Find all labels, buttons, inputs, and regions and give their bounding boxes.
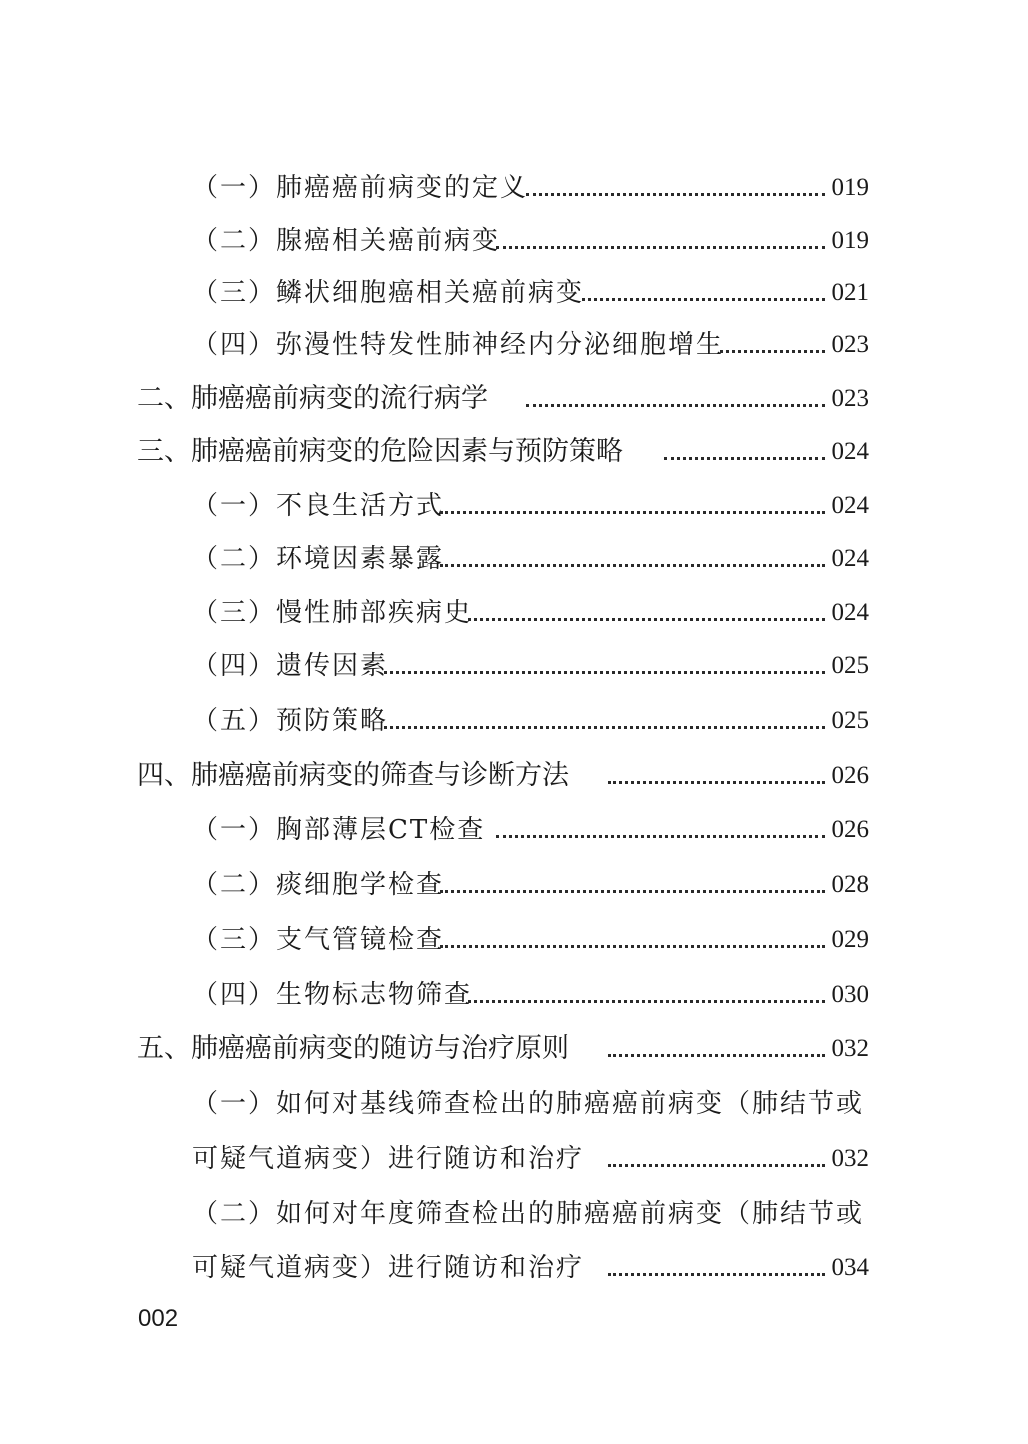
toc-dot-leader: [526, 404, 825, 407]
toc-dot-leader: [608, 1164, 825, 1167]
toc-dot-leader: [440, 890, 825, 893]
toc-entry-page: 023: [831, 331, 869, 358]
toc-entry-page: 025: [831, 707, 869, 734]
toc-entry-title: （二）痰细胞学检查: [192, 870, 445, 900]
toc-dot-leader: [384, 671, 825, 674]
toc-entry-page: 029: [831, 926, 869, 953]
toc-dot-leader: [664, 457, 825, 460]
toc-entry[interactable]: [0, 379, 1028, 419]
toc-entry[interactable]: [0, 1194, 1028, 1234]
toc-entry-title: （二）腺癌相关癌前病变: [192, 226, 501, 256]
toc-entry[interactable]: [0, 975, 1028, 1015]
toc-entry-title: 二、肺癌癌前病变的流行病学: [137, 383, 488, 414]
toc-entry[interactable]: [0, 1084, 1028, 1124]
toc-dot-leader: [720, 350, 825, 353]
toc-entry-page: 024: [831, 438, 869, 465]
toc-entry[interactable]: [0, 810, 1028, 850]
toc-dot-leader: [440, 511, 825, 514]
toc-entry[interactable]: [0, 701, 1028, 741]
toc-entry[interactable]: [0, 432, 1028, 472]
toc-entry-page: 025: [831, 652, 869, 679]
toc-entry[interactable]: [0, 756, 1028, 796]
toc-entry-page: 021: [831, 279, 869, 306]
toc-entry-title: （一）肺癌癌前病变的定义: [192, 173, 529, 203]
toc-entry[interactable]: [0, 168, 1028, 208]
toc-entry-title: 五、肺癌癌前病变的随访与治疗原则: [137, 1033, 569, 1064]
toc-dot-leader: [496, 835, 825, 838]
toc-dot-leader: [440, 945, 825, 948]
toc-entry-title: （一）胸部薄层CT检查: [192, 815, 486, 845]
toc-entry[interactable]: [0, 593, 1028, 633]
toc-entry[interactable]: [0, 539, 1028, 579]
toc-entry[interactable]: [0, 646, 1028, 686]
toc-dot-leader: [440, 564, 825, 567]
toc-entry-title: 可疑气道病变）进行随访和治疗: [192, 1144, 585, 1174]
toc-entry-title: （四）生物标志物筛查: [192, 980, 473, 1010]
toc-entry-page: 030: [831, 981, 869, 1008]
toc-dot-leader: [608, 781, 825, 784]
toc-entry-page: 024: [831, 599, 869, 626]
toc-entry-title: （四）遗传因素: [192, 651, 389, 681]
toc-dot-leader: [468, 1000, 825, 1003]
toc-entry-page: 032: [831, 1145, 869, 1172]
toc-entry[interactable]: [0, 486, 1028, 526]
toc-dot-leader: [384, 726, 825, 729]
toc-entry-title: （三）慢性肺部疾病史: [192, 598, 473, 628]
toc-entry-title: （一）不良生活方式: [192, 491, 445, 521]
toc-entry[interactable]: [0, 325, 1028, 365]
toc-entry-title: 三、肺癌癌前病变的危险因素与预防策略: [137, 436, 623, 467]
toc-entry-page: 032: [831, 1035, 869, 1062]
toc-dot-leader: [468, 618, 825, 621]
toc-entry-title: （五）预防策略: [192, 706, 389, 736]
toc-entry-page: 019: [831, 227, 869, 254]
toc-dot-leader: [582, 298, 825, 301]
toc-dot-leader: [608, 1054, 825, 1057]
toc-entry-page: 024: [831, 545, 869, 572]
toc-entry-title: （一）如何对基线筛查检出的肺癌癌前病变（肺结节或: [192, 1089, 865, 1119]
toc-entry-page: 034: [831, 1254, 869, 1281]
toc-entry-page: 026: [831, 762, 869, 789]
toc-entry-title: （二）环境因素暴露: [192, 544, 445, 574]
toc-entry-title: （三）鳞状细胞癌相关癌前病变: [192, 278, 585, 308]
toc-dot-leader: [526, 193, 825, 196]
page-number: 002: [138, 1305, 179, 1332]
toc-entry-title: 可疑气道病变）进行随访和治疗: [192, 1253, 585, 1283]
toc-entry[interactable]: [0, 920, 1028, 960]
toc-dot-leader: [496, 246, 825, 249]
toc-entry-page: 023: [831, 385, 869, 412]
toc-entry[interactable]: [0, 273, 1028, 313]
toc-entry-page: 019: [831, 174, 869, 201]
toc-entry-title: 四、肺癌癌前病变的筛查与诊断方法: [137, 760, 569, 791]
toc-entry-continuation[interactable]: [0, 1139, 1028, 1179]
toc-entry-page: 028: [831, 871, 869, 898]
toc-entry-continuation[interactable]: [0, 1248, 1028, 1288]
toc-entry[interactable]: [0, 865, 1028, 905]
toc-entry-title: （二）如何对年度筛查检出的肺癌癌前病变（肺结节或: [192, 1199, 865, 1229]
toc-entry-page: 026: [831, 816, 869, 843]
toc-entry[interactable]: [0, 1029, 1028, 1069]
toc-entry[interactable]: [0, 221, 1028, 261]
toc-entry-title: （三）支气管镜检查: [192, 925, 445, 955]
toc-entry-page: 024: [831, 492, 869, 519]
toc-dot-leader: [608, 1273, 825, 1276]
toc-entry-title: （四）弥漫性特发性肺神经内分泌细胞增生: [192, 330, 725, 360]
